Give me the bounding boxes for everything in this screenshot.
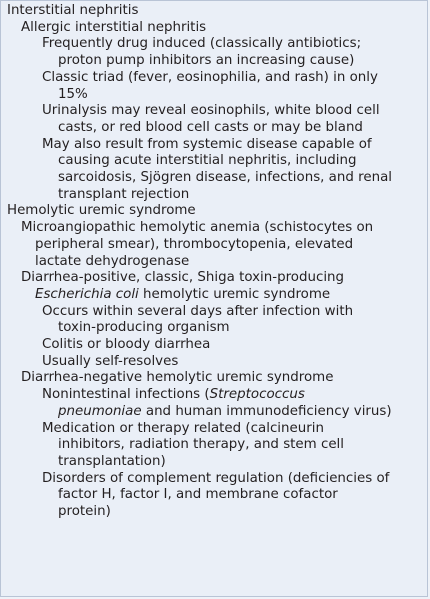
heading-interstitial-nephritis: Interstitial nephritis xyxy=(7,3,139,18)
heading-diarrhea-positive: Diarrhea-positive, classic, Shiga toxin-producing xyxy=(21,270,345,286)
list-item-microangiopathic: Microangiopathic hemolytic anemia (schistocytes on xyxy=(21,220,374,236)
list-item-classic-triad: Classic triad (fever, eosinophilia, and rash) in only xyxy=(42,69,378,85)
list-item-urinalysis-cont: casts, or red blood cell casts or may be bland xyxy=(58,119,363,135)
list-item-complement-cont-1: factor H, factor I, and membrane cofactor xyxy=(58,487,338,503)
list-item-urinalysis: Urinalysis may reveal eosinophils, white blood cell xyxy=(42,103,380,119)
organism-name-streptococcus: Streptococcus xyxy=(209,387,305,403)
heading-hemolytic-uremic-syndrome: Hemolytic uremic syndrome xyxy=(7,203,196,219)
list-item-nonintestinal-cont xyxy=(1,404,427,421)
list-item-drug-induced-cont: proton pump inhibitors an increasing cause) xyxy=(58,53,355,69)
heading-diarrhea-positive-cont xyxy=(1,287,427,304)
list-item-occurs-within-cont: toxin-producing organism xyxy=(58,320,230,336)
heading-diarrhea-negative: Diarrhea-negative hemolytic uremic syndrome xyxy=(21,370,334,386)
list-item-classic-triad-cont: 15% xyxy=(58,86,88,102)
list-item-medication-cont-1: inhibitors, radiation therapy, and stem cell xyxy=(58,437,344,453)
list-item-drug-induced: Frequently drug induced (classically antibiotics; xyxy=(42,36,362,52)
list-item-systemic-disease-cont-3: transplant rejection xyxy=(58,186,190,202)
list-item-microangiopathic-cont-2: lactate dehydrogenase xyxy=(35,253,190,269)
list-item-microangiopathic-cont-1: peripheral smear), thrombocytopenia, elevated xyxy=(35,236,354,252)
list-item-nonintestinal xyxy=(1,387,427,404)
heading-diarrhea-positive-rest: hemolytic uremic syndrome xyxy=(138,286,331,302)
heading-allergic-interstitial-nephritis: Allergic interstitial nephritis xyxy=(21,19,207,35)
list-item-occurs-within: Occurs within several days after infection with xyxy=(42,303,354,319)
list-item-systemic-disease: May also result from systemic disease capable of xyxy=(42,136,372,152)
list-item-colitis: Colitis or bloody diarrhea xyxy=(42,337,211,353)
list-item-complement-cont-2: protein) xyxy=(58,504,111,520)
list-item-medication: Medication or therapy related (calcineurin xyxy=(42,420,324,436)
list-item-medication-cont-2: transplantation) xyxy=(58,453,166,469)
list-item-nonintestinal-rest: and human immunodeficiency virus) xyxy=(141,403,392,419)
list-item-self-resolves: Usually self-resolves xyxy=(42,353,179,369)
list-item-systemic-disease-cont-2: sarcoidosis, Sjögren disease, infections, and renal xyxy=(58,170,392,186)
organism-name-pneumoniae: pneumoniae xyxy=(58,403,142,419)
list-item-complement: Disorders of complement regulation (deficiencies of xyxy=(42,470,390,486)
list-item-systemic-disease-cont-1: causing acute interstitial nephritis, including xyxy=(58,153,357,169)
list-item-nonintestinal-text: Nonintestinal infections ( xyxy=(42,387,210,403)
organism-name-ecoli: Escherichia coli xyxy=(35,286,139,302)
